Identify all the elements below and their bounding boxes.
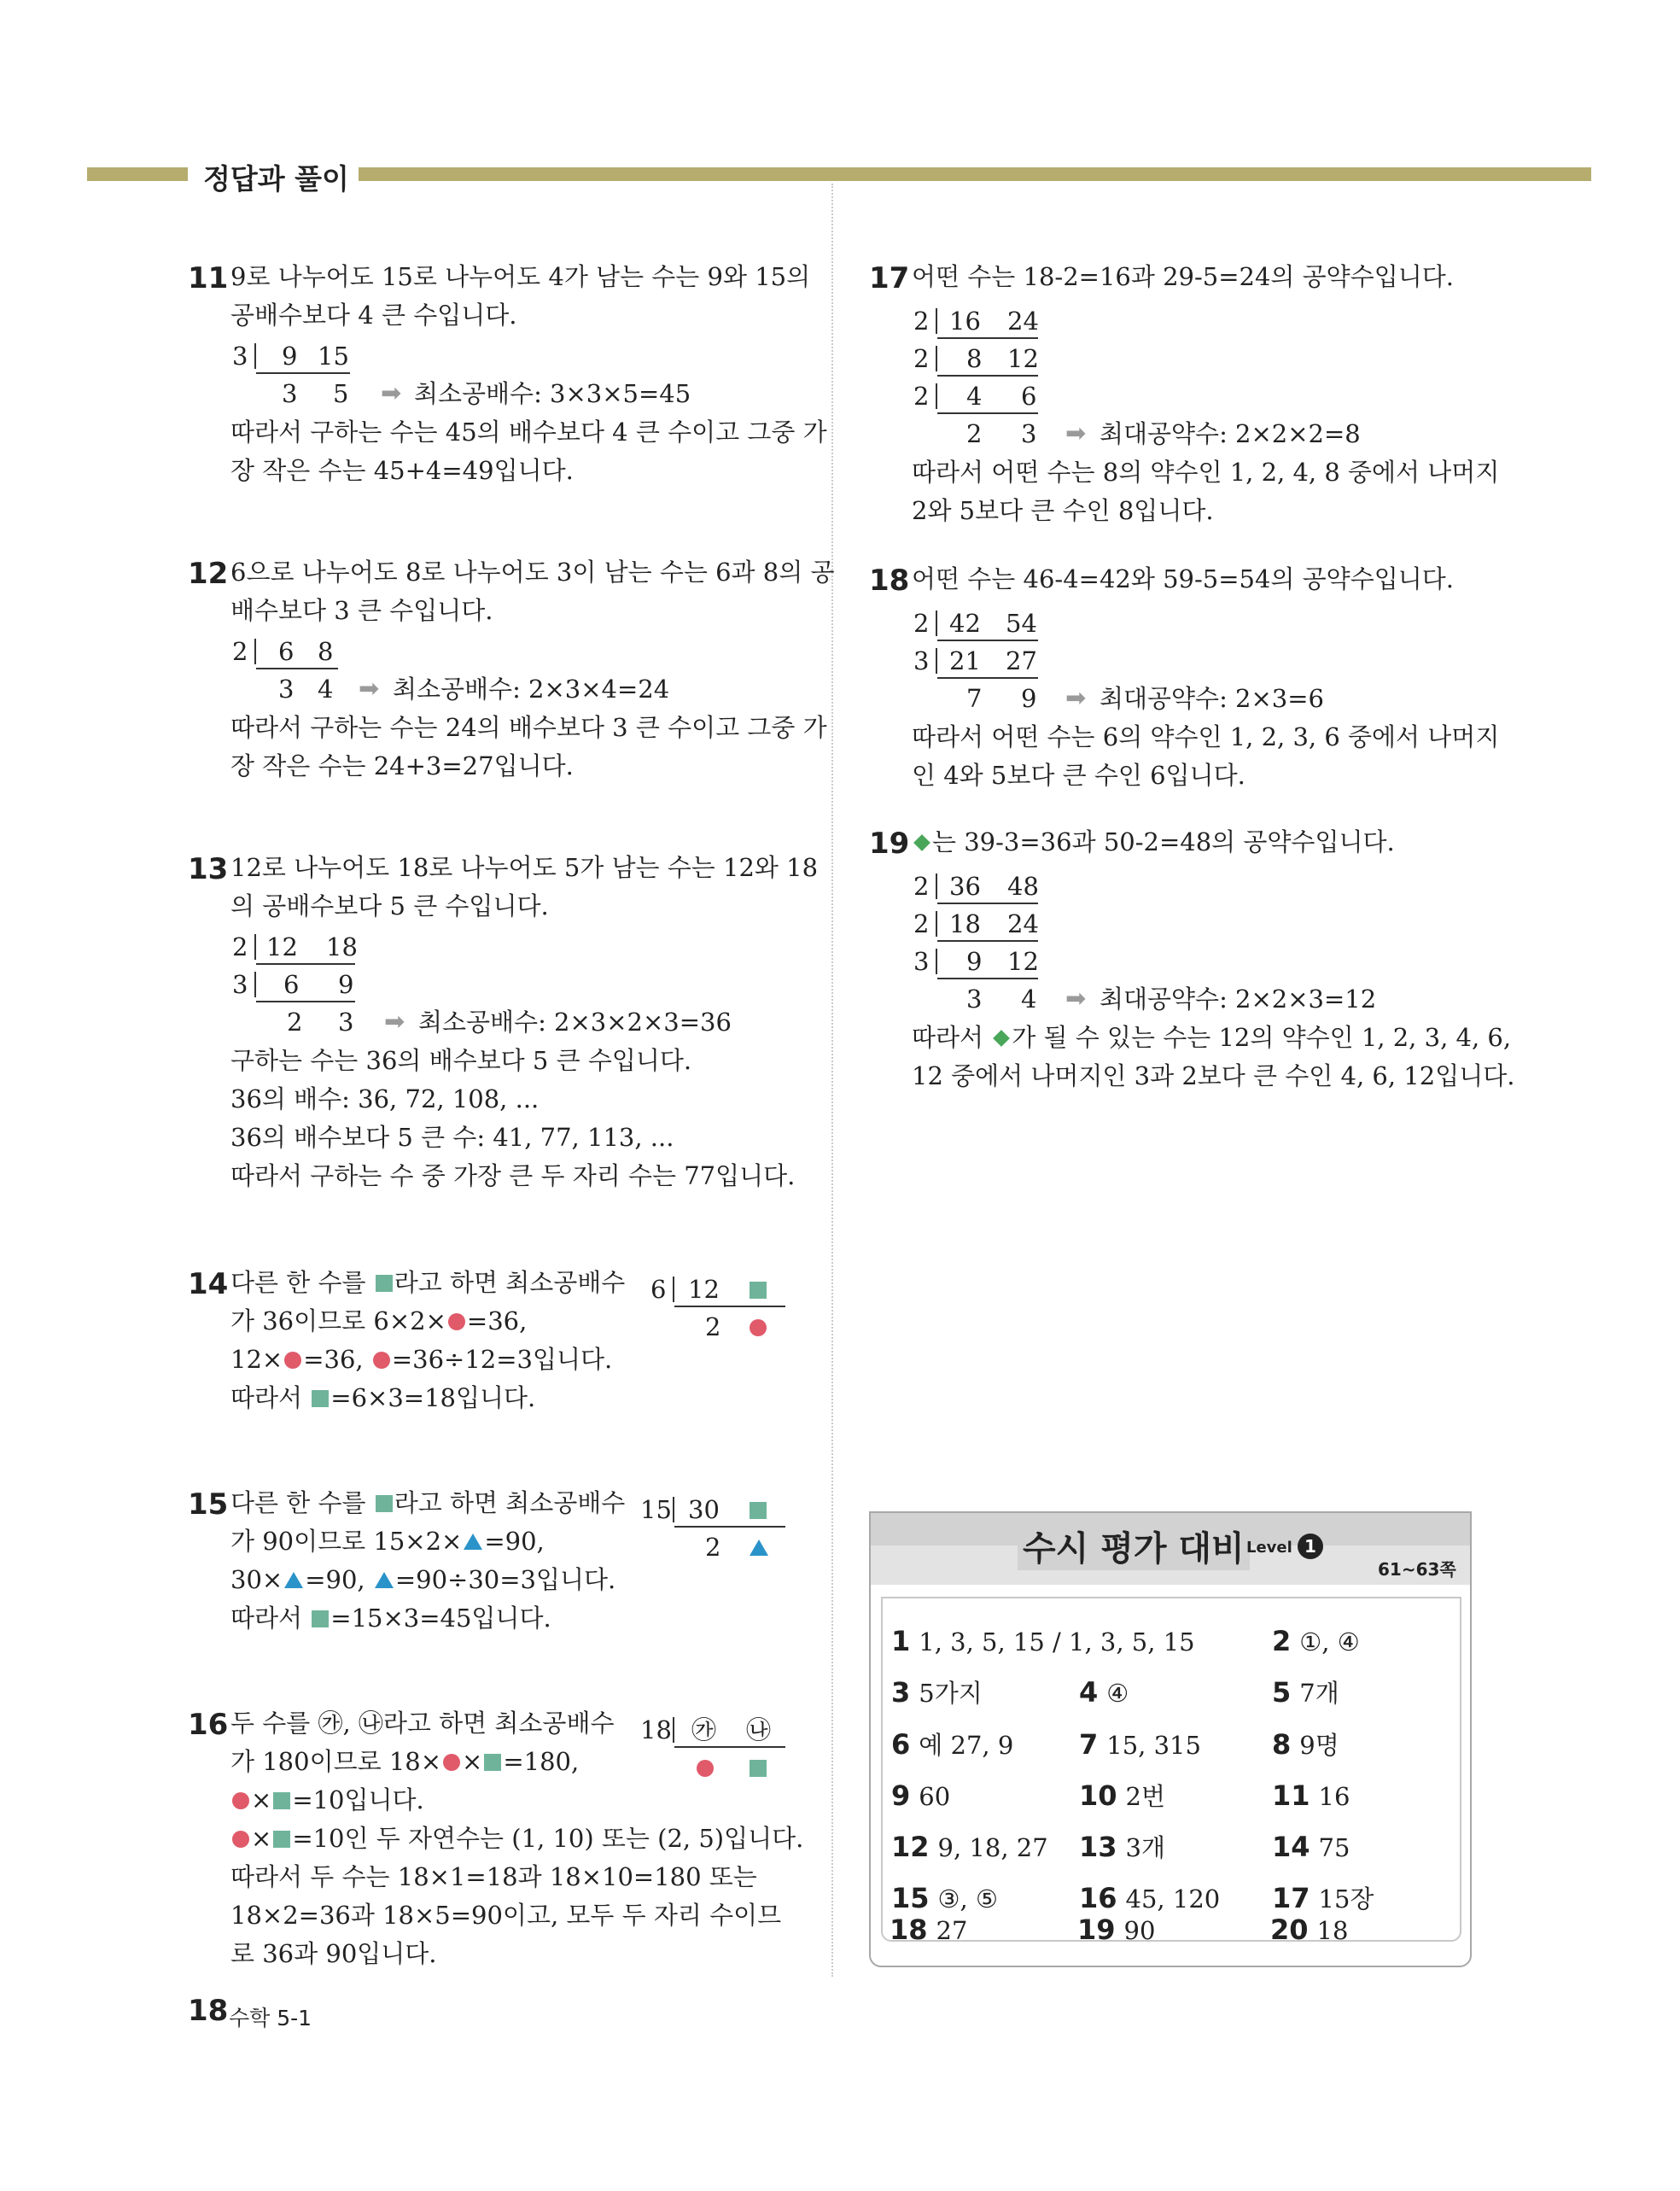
answer-item: 3 5가지: [891, 1676, 983, 1709]
answer-key-header: [871, 1513, 1470, 1585]
arrow-right-icon: ➡: [359, 674, 380, 703]
circle-symbol: [448, 1313, 465, 1330]
dividend: 54: [1006, 609, 1037, 638]
answer-item: 16 45, 120: [1079, 1882, 1221, 1914]
diamond-symbol: [913, 834, 930, 851]
text-line: 9로 나누어도 15로 나누어도 4가 남는 수는 9와 15의: [230, 262, 811, 291]
text-line: 따라서 =6×3=18입니다.: [230, 1383, 536, 1412]
result-text: 최대공약수: 2×2×3=12: [1100, 984, 1377, 1014]
divisor: 3: [913, 646, 930, 675]
dividend: 8: [318, 637, 334, 666]
dividend: 36: [949, 872, 981, 901]
dividend: 6: [1021, 382, 1037, 411]
text-line: 는 39-3=36과 50-2=48의 공약수입니다.: [912, 830, 1395, 855]
dividend: 6: [283, 970, 300, 999]
quotient: 3: [966, 984, 983, 1014]
dividend: 21: [949, 646, 981, 675]
divisor: 2: [913, 307, 930, 336]
answer-item: 1 1, 3, 5, 15 / 1, 3, 5, 15: [891, 1625, 1195, 1657]
quotient: 4: [318, 675, 334, 704]
result-text: 최소공배수: 2×3×2×3=36: [418, 1008, 732, 1037]
arrow-right-icon: ➡: [384, 1007, 405, 1036]
text-line: 가 90이므로 15×2× =90,: [230, 1527, 545, 1556]
result-text: 최대공약수: 2×3=6: [1100, 684, 1325, 713]
triangle-symbol: [750, 1540, 768, 1556]
arrow-right-icon: ➡: [1065, 418, 1087, 447]
dividend: 9: [338, 970, 354, 999]
page-title: 정답과 풀이: [203, 162, 349, 196]
answer-item: 19 90: [1077, 1913, 1156, 1946]
square-symbol: [273, 1792, 290, 1809]
text-line: 12× =36, =36÷12=3입니다.: [230, 1345, 613, 1374]
problem-number: 13: [188, 852, 229, 886]
text-line: 따라서 =15×3=45입니다.: [230, 1604, 551, 1633]
dividend: 48: [1007, 872, 1039, 901]
answer-key-body: [881, 1597, 1461, 1946]
text-line: 2와 5보다 큰 수인 8입니다.: [912, 496, 1214, 525]
text-line: 배수보다 3 큰 수입니다.: [230, 596, 493, 625]
text-line: 의 공배수보다 5 큰 수입니다.: [230, 891, 549, 920]
quotient: [748, 1315, 768, 1340]
text-line: 공배수보다 4 큰 수입니다.: [230, 301, 517, 330]
text-line: 30× =90, =90÷30=3입니다.: [230, 1565, 616, 1594]
text-line: 36의 배수보다 5 큰 수: 41, 77, 113, ...: [230, 1123, 674, 1152]
text-line: 장 작은 수는 24+3=27입니다.: [230, 751, 574, 780]
page-number: 18: [188, 1994, 229, 2028]
dividend: 4: [966, 382, 983, 411]
dividend: [748, 1277, 768, 1302]
answer-key-box: [869, 1511, 1472, 1967]
quotient: [695, 1756, 715, 1780]
quotient: 5: [333, 379, 349, 408]
text-line: 다른 한 수를 라고 하면 최소공배수: [230, 1488, 626, 1517]
dividend: 42: [949, 609, 981, 638]
divisor: 2: [913, 344, 930, 373]
circle-symbol: [443, 1754, 460, 1771]
text-line: 따라서 구하는 수는 45의 배수보다 4 큰 수이고 그중 가: [230, 418, 827, 447]
problem-number: 17: [869, 261, 910, 295]
dividend: 24: [1007, 307, 1039, 336]
divisor: 2: [913, 609, 930, 638]
dividend: 30: [688, 1495, 720, 1524]
quotient: 2: [287, 1008, 303, 1037]
quotient: 3: [282, 379, 298, 408]
square-symbol: [376, 1495, 393, 1512]
circle-symbol: [232, 1792, 249, 1809]
dividend: 18: [949, 909, 981, 938]
dividend: 18: [326, 932, 358, 961]
result-text: 최대공약수: 2×2×2=8: [1100, 419, 1361, 448]
dividend: 12: [266, 932, 298, 961]
answer-item: 11 16: [1272, 1779, 1350, 1812]
text-line: 인 4와 5보다 큰 수인 6입니다.: [912, 761, 1245, 790]
answer-item: 14 75: [1272, 1831, 1350, 1863]
answer-item: 17 15장: [1272, 1882, 1374, 1914]
answer-item: 12 9, 18, 27: [891, 1831, 1048, 1863]
arrow-right-icon: ➡: [1065, 984, 1087, 1013]
quotient: 2: [705, 1533, 721, 1562]
text-line: 가 36이므로 6×2× =36,: [230, 1306, 528, 1335]
text-line: 로 36과 90입니다.: [230, 1939, 437, 1968]
answer-item: 15 ③, ⑤: [891, 1882, 998, 1914]
quotient: 9: [1021, 684, 1037, 713]
column-divider: [831, 184, 833, 1977]
answer-item: 5 7개: [1272, 1676, 1339, 1709]
problem-number: 16: [188, 1708, 229, 1742]
answer-item: 7 15, 315: [1079, 1728, 1201, 1761]
text-line: 12로 나누어도 18로 나누어도 5가 남는 수는 12와 18: [230, 853, 819, 882]
dividend: 6: [278, 637, 295, 666]
text-line: 따라서 구하는 수 중 가장 큰 두 자리 수는 77입니다.: [230, 1161, 796, 1190]
divisor: 3: [913, 947, 930, 976]
circle-symbol: [750, 1319, 767, 1336]
triangle-symbol: [464, 1534, 482, 1550]
circle-symbol: [232, 1831, 249, 1848]
problem-number: 19: [869, 827, 910, 861]
dividend: 16: [949, 307, 981, 336]
divisor: 18: [640, 1715, 672, 1744]
answer-item: 6 예 27, 9: [891, 1728, 1014, 1761]
quotient: 3: [1021, 419, 1037, 448]
dividend: 12: [688, 1275, 720, 1304]
square-symbol: [750, 1760, 767, 1777]
dividend: 9: [282, 342, 298, 371]
dividend: 15: [318, 342, 349, 371]
square-symbol: [312, 1390, 329, 1407]
text-line: 따라서 두 수는 18×1=18과 18×10=180 또는: [230, 1862, 757, 1891]
circle-symbol: [697, 1760, 714, 1777]
text-line: × =10입니다.: [230, 1788, 424, 1813]
text-line: 두 수를 ㉮, ㉯라고 하면 최소공배수: [230, 1709, 615, 1738]
dividend: 24: [1007, 909, 1039, 938]
text-line: 따라서 어떤 수는 8의 약수인 1, 2, 4, 8 중에서 나머지: [912, 458, 1500, 487]
dividend: ㉯: [746, 1715, 772, 1744]
dividend: 12: [1007, 344, 1039, 373]
answer-item: 9 60: [891, 1779, 951, 1812]
square-symbol: [750, 1502, 767, 1519]
level-number-badge: 1: [1298, 1534, 1323, 1559]
text-line: 따라서 가 될 수 있는 수는 12의 약수인 1, 2, 3, 4, 6,: [912, 1023, 1512, 1052]
square-symbol: [750, 1282, 767, 1299]
problem-number: 12: [188, 557, 229, 591]
divisor: 3: [232, 970, 248, 999]
square-symbol: [484, 1754, 501, 1771]
answer-item: 10 2번: [1079, 1779, 1165, 1812]
text-line: 12 중에서 나머지인 3과 2보다 큰 수인 4, 6, 12입니다.: [912, 1061, 1515, 1090]
text-line: 어떤 수는 46-4=42와 59-5=54의 공약수입니다.: [912, 564, 1454, 593]
text-line: 6으로 나누어도 8로 나누어도 3이 남는 수는 6과 8의 공: [230, 558, 835, 587]
answer-item: 4 ④: [1079, 1676, 1129, 1709]
problem-number: 11: [188, 261, 229, 295]
dividend: [748, 1498, 768, 1522]
quotient: 3: [278, 675, 295, 704]
answer-item: 2 ①, ④: [1272, 1625, 1360, 1657]
result-text: 최소공배수: 3×3×5=45: [414, 379, 691, 408]
answer-item: 20 18: [1270, 1913, 1349, 1946]
divisor: 3: [232, 342, 248, 371]
text-line: 따라서 구하는 수는 24의 배수보다 3 큰 수이고 그중 가: [230, 713, 827, 742]
triangle-symbol: [284, 1572, 303, 1588]
text-line: 36의 배수: 36, 72, 108, ...: [230, 1084, 540, 1113]
triangle-symbol: [375, 1572, 394, 1588]
quotient: 2: [705, 1312, 721, 1341]
problem-number: 15: [188, 1487, 229, 1522]
dividend: ㉮: [691, 1715, 717, 1744]
divisor: 15: [640, 1495, 672, 1524]
circle-symbol: [284, 1352, 301, 1369]
dividend: 27: [1006, 646, 1037, 675]
quotient: 2: [966, 419, 983, 448]
text-line: 다른 한 수를 라고 하면 최소공배수: [230, 1268, 626, 1297]
answer-item: 13 3개: [1079, 1831, 1165, 1863]
answer-key-title: 수시 평가 대비: [1018, 1522, 1250, 1570]
quotient: 4: [1021, 984, 1037, 1014]
page-range: 61~63쪽: [1378, 1559, 1456, 1580]
text-line: 어떤 수는 18-2=16과 29-5=24의 공약수입니다.: [912, 262, 1454, 291]
text-line: 18×2=36과 18×5=90이고, 모두 두 자리 수이므: [230, 1901, 782, 1930]
quotient: 7: [966, 684, 983, 713]
quotient: [748, 1756, 768, 1780]
text-line: × =10인 두 자연수는 (1, 10) 또는 (2, 5)입니다.: [230, 1826, 803, 1851]
text-line: 가 180이므로 18× × =180,: [230, 1747, 580, 1776]
diamond-symbol: [993, 1030, 1010, 1047]
divisor: 2: [913, 909, 930, 938]
arrow-right-icon: ➡: [381, 378, 402, 407]
header-bar-right: [359, 167, 1591, 181]
answer-item: 8 9명: [1272, 1728, 1339, 1761]
square-symbol: [273, 1831, 290, 1848]
dividend: 9: [966, 947, 983, 976]
circle-symbol: [373, 1352, 390, 1369]
dividend: 12: [1007, 947, 1039, 976]
quotient: [748, 1535, 770, 1560]
text-line: 구하는 수는 36의 배수보다 5 큰 수입니다.: [230, 1046, 692, 1075]
square-symbol: [376, 1275, 393, 1292]
divisor: 2: [232, 637, 248, 666]
book-subject: 수학 5-1: [229, 2006, 312, 2030]
divisor: 2: [232, 932, 248, 961]
quotient: 3: [338, 1008, 354, 1037]
text-line: 따라서 어떤 수는 6의 약수인 1, 2, 3, 6 중에서 나머지: [912, 722, 1500, 751]
square-symbol: [312, 1610, 329, 1627]
level-label: Level: [1246, 1539, 1292, 1557]
divisor: 2: [913, 872, 930, 901]
divisor: 6: [650, 1275, 667, 1304]
divisor: 2: [913, 382, 930, 411]
answer-item: 18 27: [890, 1913, 968, 1946]
dividend: 8: [966, 344, 983, 373]
result-text: 최소공배수: 2×3×4=24: [393, 675, 670, 704]
problem-number: 18: [869, 564, 910, 598]
problem-number: 14: [188, 1267, 229, 1301]
arrow-right-icon: ➡: [1065, 683, 1087, 712]
text-line: 장 작은 수는 45+4=49입니다.: [230, 456, 574, 485]
header-bar-left: [87, 167, 188, 181]
